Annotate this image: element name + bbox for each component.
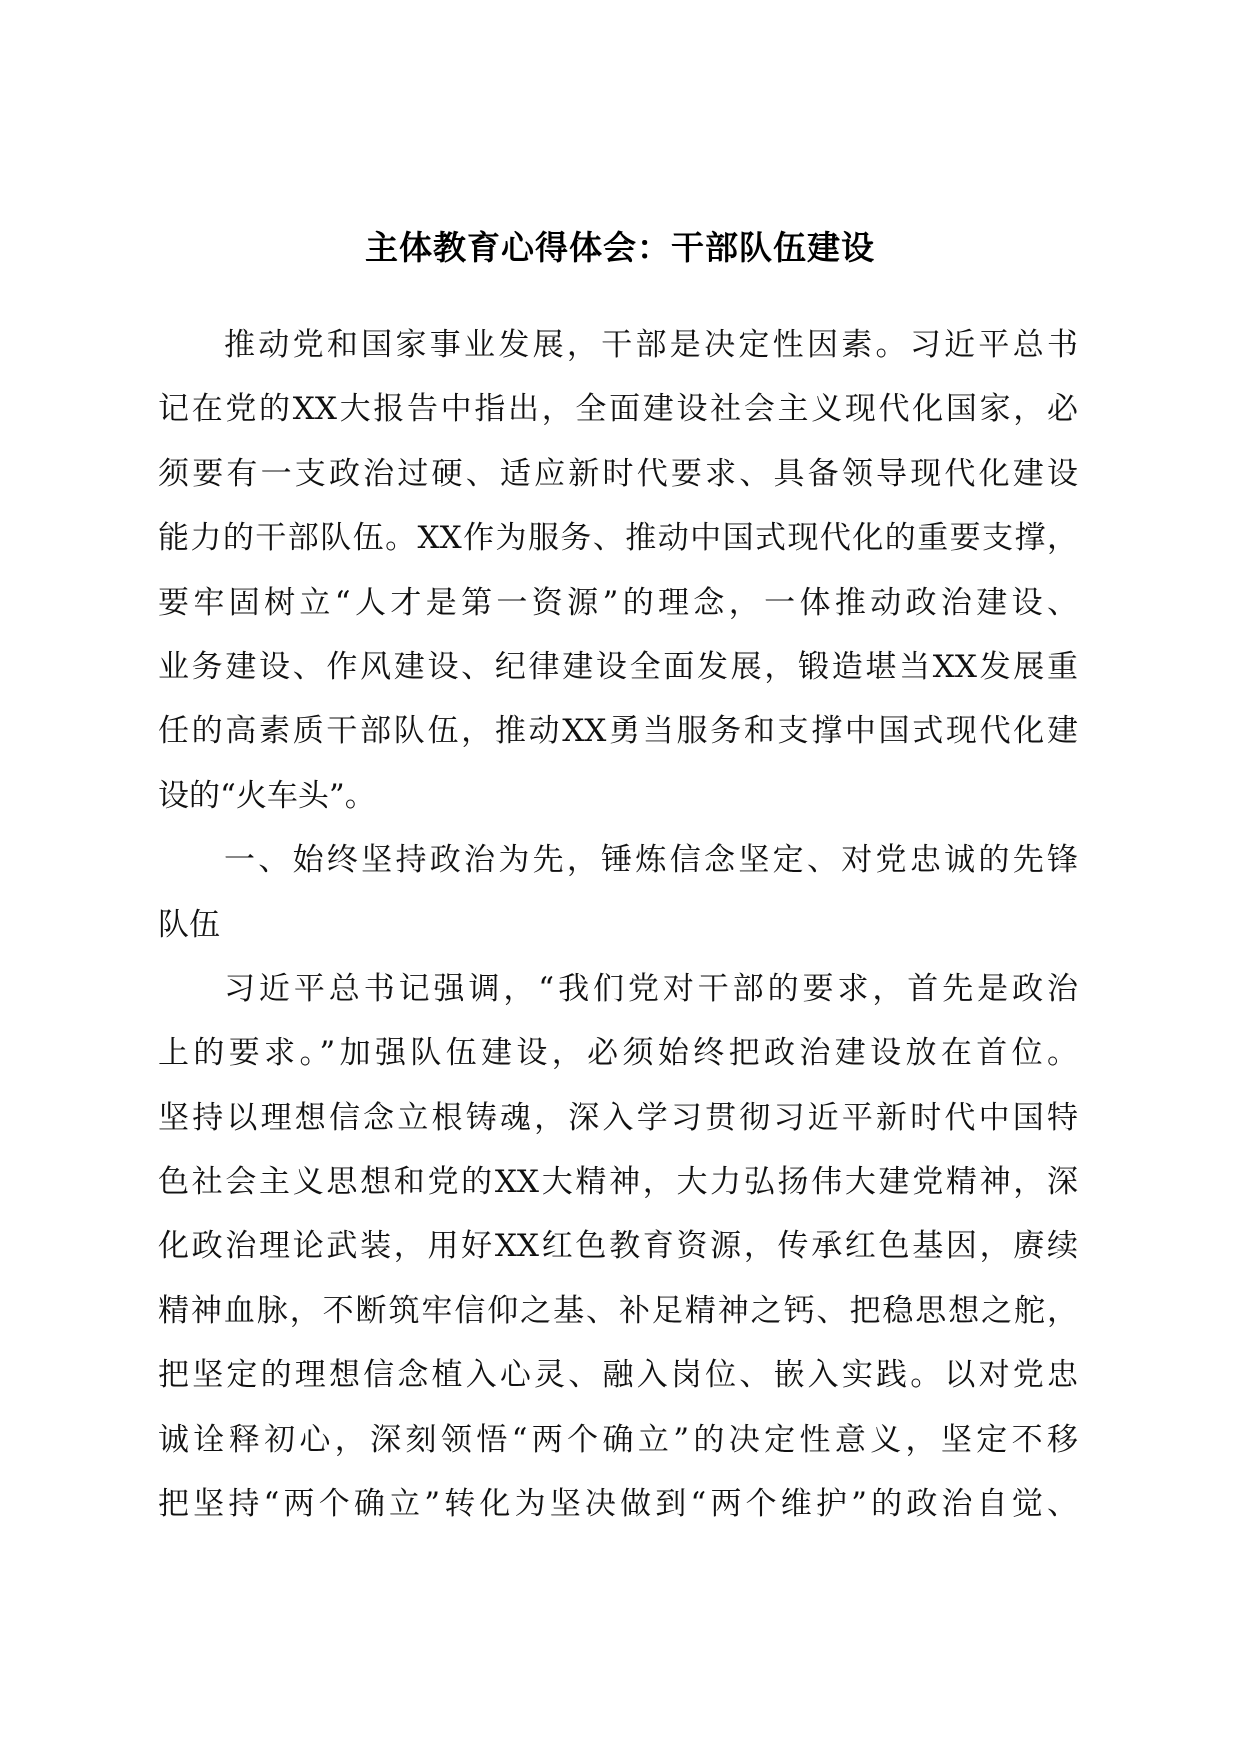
paragraph-line: 能力的干部队伍。XX作为服务、推动中国式现代化的重要支撑， bbox=[158, 520, 1078, 557]
paragraph-line: 坚持以理想信念立根铸魂，深入学习贯彻习近平新时代中国特 bbox=[158, 1099, 1078, 1136]
paragraph-line: 记在党的XX大报告中指出，全面建设社会主义现代化国家，必 bbox=[158, 391, 1078, 428]
paragraph-line: 诚诠释初心，深刻领悟“两个确立”的决定性意义，坚定不移 bbox=[158, 1421, 1078, 1458]
paragraph-line: 业务建设、作风建设、纪律建设全面发展，锻造堪当XX发展重 bbox=[158, 648, 1078, 685]
paragraph-line: 习近平总书记强调，“我们党对干部的要求，首先是政治 bbox=[224, 970, 1078, 1007]
paragraph-line: 精神血脉，不断筑牢信仰之基、补足精神之钙、把稳思想之舵， bbox=[158, 1292, 1078, 1329]
paragraph-line: 上的要求。”加强队伍建设，必须始终把政治建设放在首位。 bbox=[158, 1035, 1078, 1072]
paragraph-line: 要牢固树立“人才是第一资源”的理念，一体推动政治建设、 bbox=[158, 584, 1078, 621]
paragraph-line: 推动党和国家事业发展，干部是决定性因素。习近平总书 bbox=[224, 327, 1078, 363]
document-title: 主体教育心得体会：干部队伍建设 bbox=[365, 228, 875, 267]
paragraph-line: 任的高素质干部队伍，推动XX勇当服务和支撑中国式现代化建 bbox=[158, 713, 1078, 750]
paragraph-line: 设的“火车头”。 bbox=[158, 777, 376, 814]
document-body bbox=[158, 313, 1078, 1536]
paragraph-line: 色社会主义思想和党的XX大精神，大力弘扬伟大建党精神，深 bbox=[158, 1164, 1078, 1201]
paragraph-line: 化政治理论武装，用好XX红色教育资源，传承红色基因，赓续 bbox=[158, 1228, 1078, 1265]
paragraph-line: 把坚持“两个确立”转化为坚决做到“两个维护”的政治自觉、 bbox=[158, 1486, 1078, 1523]
paragraph-line: 把坚定的理想信念植入心灵、融入岗位、嵌入实践。以对党忠 bbox=[158, 1357, 1078, 1394]
paragraph-line: 须要有一支政治过硬、适应新时代要求、具备领导现代化建设 bbox=[158, 455, 1078, 492]
section-heading-line: 一、始终坚持政治为先，锤炼信念坚定、对党忠诚的先锋 bbox=[224, 842, 1078, 879]
section-heading-line: 队伍 bbox=[158, 906, 220, 943]
